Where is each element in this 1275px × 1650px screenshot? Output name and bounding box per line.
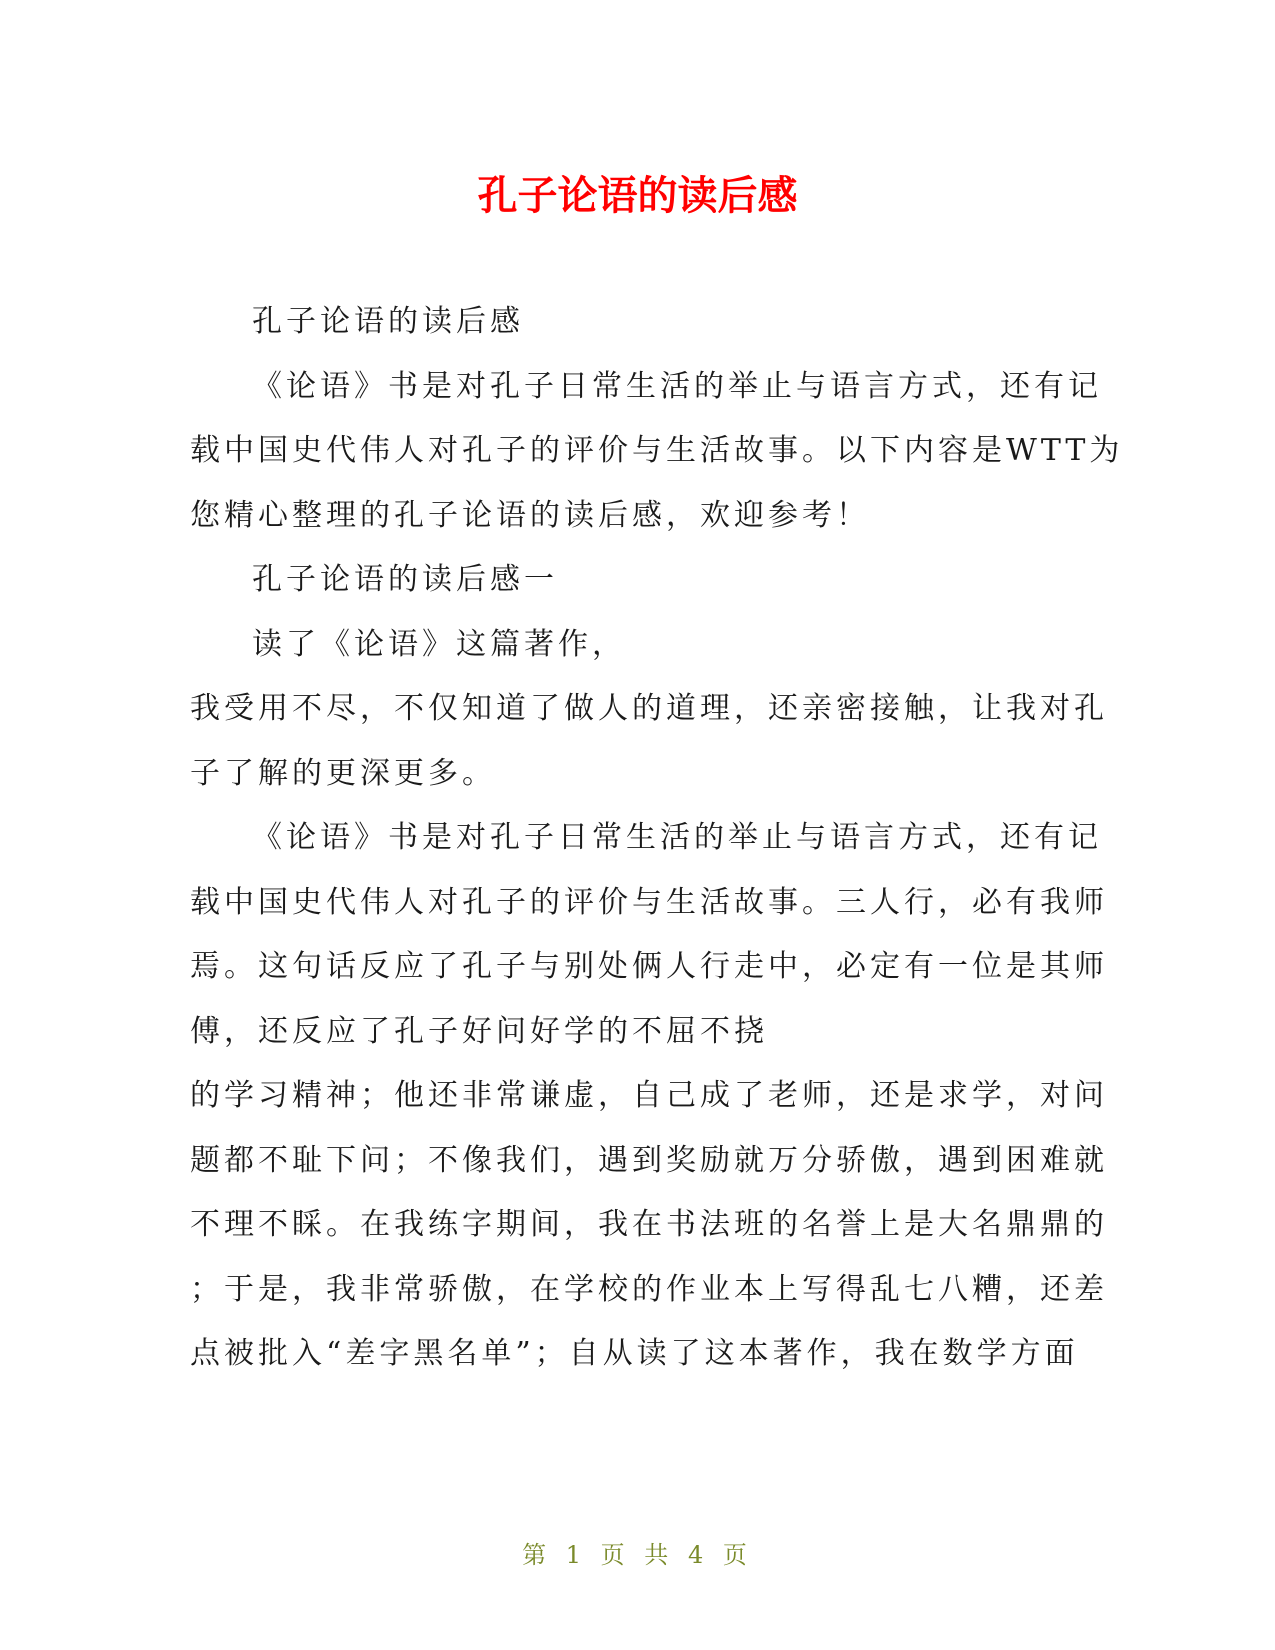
- body-line: 《论语》书是对孔子日常生活的举止与语言方式，还有记: [252, 368, 1102, 404]
- body-line: 题都不耻下问；不像我们，遇到奖励就万分骄傲，遇到困难就: [190, 1142, 1108, 1178]
- document-body: [190, 290, 1124, 1387]
- body-line: 的学习精神；他还非常谦虚，自己成了老师，还是求学，对问: [190, 1078, 1108, 1113]
- body-line: 傅，还反应了孔子好问好学的不屈不挠: [190, 1013, 768, 1049]
- body-line: 我受用不尽，不仅知道了做人的道理，还亲密接触，让我对孔: [190, 691, 1108, 726]
- body-line: 《论语》书是对孔子日常生活的举止与语言方式，还有记: [252, 820, 1102, 855]
- body-line: 焉。这句话反应了孔子与别处俩人行走中，必定有一位是其师: [190, 949, 1108, 984]
- body-line: 载中国史代伟人对孔子的评价与生活故事。三人行，必有我师: [190, 884, 1108, 920]
- body-line: 点被批入“差字黑名单”；自从读了这本著作，我在数学方面: [190, 1336, 1079, 1371]
- page-number-footer: 第 1 页 共 4 页: [522, 1541, 753, 1569]
- body-line: ；于是，我非常骄傲，在学校的作业本上写得乱七八糟，还差: [190, 1271, 1108, 1307]
- body-line: 不理不睬。在我练字期间，我在书法班的名誉上是大名鼎鼎的: [190, 1207, 1108, 1242]
- body-line: 子了解的更深更多。: [190, 755, 496, 791]
- body-line: 载中国史代伟人对孔子的评价与生活故事。以下内容是WTT为: [190, 433, 1124, 468]
- body-line: 孔子论语的读后感: [252, 304, 524, 339]
- body-line: 孔子论语的读后感一: [252, 562, 558, 597]
- body-line: 您精心整理的孔子论语的读后感，欢迎参考！: [190, 497, 870, 533]
- body-line: 读了《论语》这篇著作，: [252, 626, 626, 662]
- document-title: 孔子论语的读后感: [477, 173, 798, 219]
